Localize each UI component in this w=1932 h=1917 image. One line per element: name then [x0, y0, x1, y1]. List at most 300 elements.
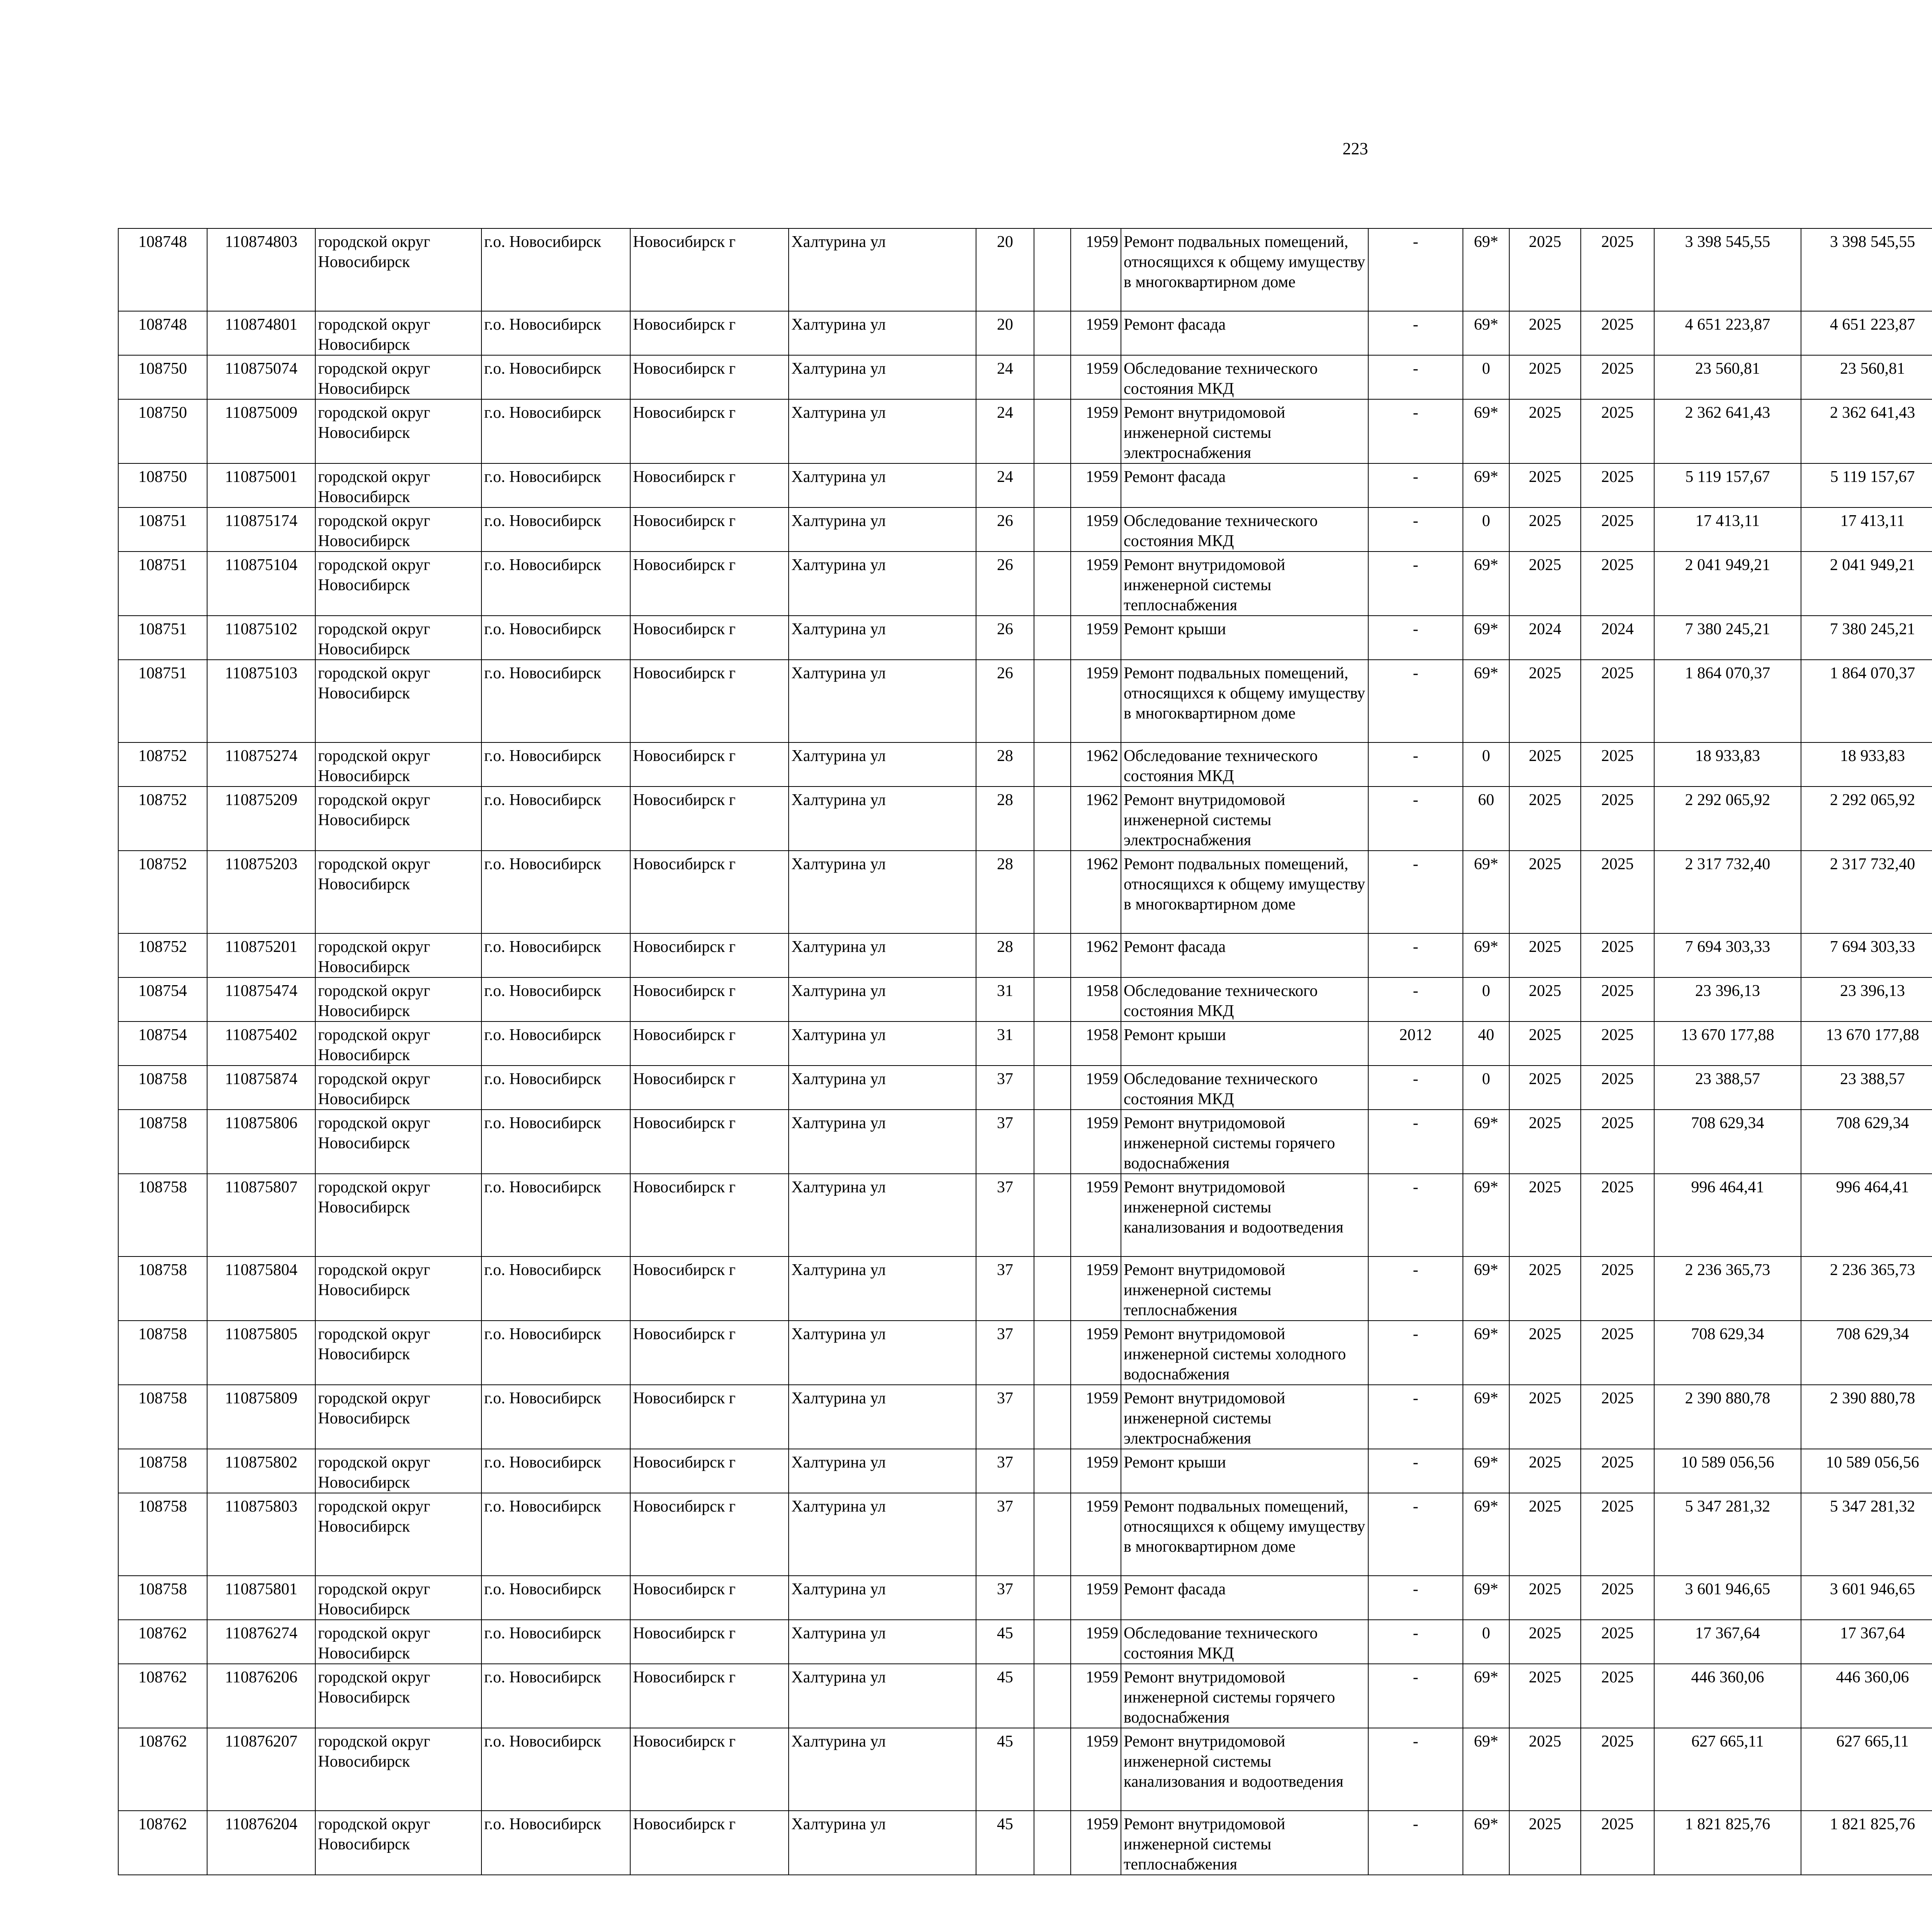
cell-year-start: 2025 [1509, 660, 1581, 742]
cell-house: 24 [976, 355, 1034, 399]
cell-building-id: 108751 [118, 660, 207, 742]
cell-settlement: Новосибирск г [630, 1493, 789, 1576]
cell-work-type: Ремонт подвальных помещений, относящихся к общему имуществу в многоквартирном доме [1121, 1493, 1368, 1576]
cell-cost-total: 2 390 880,78 [1654, 1385, 1801, 1449]
cell-work-id: 110875402 [207, 1021, 315, 1066]
table-row [118, 1449, 1932, 1493]
cell-cost-fund: 17 413,11 [1801, 507, 1932, 552]
cell-municipal-district: городской округ Новосибирск [315, 660, 481, 742]
cell-work-type: Ремонт фасада [1121, 463, 1368, 507]
cell-cost-fund: 10 589 056,56 [1801, 1449, 1932, 1493]
cell-cost-fund: 627 665,11 [1801, 1728, 1932, 1811]
table-row [118, 399, 1932, 463]
cell-settlement: Новосибирск г [630, 660, 789, 742]
cell-municipality: г.о. Новосибирск [481, 463, 630, 507]
cell-wear: 69* [1463, 1321, 1509, 1385]
cell-house: 26 [976, 552, 1034, 616]
cell-settlement: Новосибирск г [630, 977, 789, 1021]
cell-year-end: 2025 [1581, 552, 1654, 616]
cell-building-id: 108748 [118, 228, 207, 311]
cell-year-built: 1962 [1071, 933, 1121, 977]
cell-wear: 0 [1463, 1620, 1509, 1664]
cell-wear: 40 [1463, 1021, 1509, 1066]
cell-year-start: 2025 [1509, 933, 1581, 977]
cell-municipal-district: городской округ Новосибирск [315, 228, 481, 311]
cell-cost-fund: 23 388,57 [1801, 1066, 1932, 1110]
cell-year-built: 1959 [1071, 228, 1121, 311]
cell-cost-fund: 18 933,83 [1801, 742, 1932, 787]
cell-settlement: Новосибирск г [630, 1066, 789, 1110]
cell-wear: 69* [1463, 311, 1509, 355]
cell-municipality: г.о. Новосибирск [481, 851, 630, 933]
cell-municipal-district: городской округ Новосибирск [315, 1174, 481, 1256]
cell-last-repair-year: - [1368, 1385, 1463, 1449]
cell-settlement: Новосибирск г [630, 399, 789, 463]
cell-work-id: 110875474 [207, 977, 315, 1021]
cell-building-id: 108752 [118, 787, 207, 851]
cell-settlement: Новосибирск г [630, 1576, 789, 1620]
cell-municipal-district: городской округ Новосибирск [315, 851, 481, 933]
cell-building [1034, 1321, 1071, 1385]
cell-house: 45 [976, 1664, 1034, 1728]
cell-work-type: Ремонт фасада [1121, 1576, 1368, 1620]
cell-house: 37 [976, 1321, 1034, 1385]
cell-year-end: 2025 [1581, 1449, 1654, 1493]
cell-municipality: г.о. Новосибирск [481, 552, 630, 616]
cell-year-end: 2025 [1581, 660, 1654, 742]
cell-street: Халтурина ул [789, 1664, 976, 1728]
cell-municipal-district: городской округ Новосибирск [315, 1110, 481, 1174]
cell-last-repair-year: - [1368, 552, 1463, 616]
cell-building [1034, 355, 1071, 399]
cell-municipal-district: городской округ Новосибирск [315, 1321, 481, 1385]
cell-building [1034, 1256, 1071, 1321]
cell-wear: 0 [1463, 507, 1509, 552]
cell-building-id: 108750 [118, 463, 207, 507]
cell-cost-fund: 2 362 641,43 [1801, 399, 1932, 463]
cell-municipality: г.о. Новосибирск [481, 1620, 630, 1664]
cell-year-start: 2025 [1509, 1664, 1581, 1728]
cell-settlement: Новосибирск г [630, 1256, 789, 1321]
cell-cost-fund: 4 651 223,87 [1801, 311, 1932, 355]
cell-street: Халтурина ул [789, 1385, 976, 1449]
cell-work-type: Ремонт крыши [1121, 616, 1368, 660]
cell-house: 24 [976, 463, 1034, 507]
cell-work-type: Ремонт внутридомовой инженерной системы электроснабжения [1121, 787, 1368, 851]
cell-settlement: Новосибирск г [630, 552, 789, 616]
cell-settlement: Новосибирск г [630, 1321, 789, 1385]
cell-building [1034, 1576, 1071, 1620]
cell-work-type: Обследование технического состояния МКД [1121, 1620, 1368, 1664]
cell-year-end: 2025 [1581, 1664, 1654, 1728]
cell-municipality: г.о. Новосибирск [481, 355, 630, 399]
cell-street: Халтурина ул [789, 1110, 976, 1174]
cell-building [1034, 977, 1071, 1021]
cell-last-repair-year: - [1368, 1256, 1463, 1321]
cell-municipality: г.о. Новосибирск [481, 1493, 630, 1576]
cell-wear: 69* [1463, 1174, 1509, 1256]
cell-work-type: Ремонт внутридомовой инженерной системы теплоснабжения [1121, 552, 1368, 616]
cell-wear: 69* [1463, 1811, 1509, 1875]
cell-work-id: 110874803 [207, 228, 315, 311]
cell-cost-total: 3 398 545,55 [1654, 228, 1801, 311]
cell-municipal-district: городской округ Новосибирск [315, 742, 481, 787]
cell-work-id: 110875103 [207, 660, 315, 742]
cell-year-built: 1959 [1071, 1576, 1121, 1620]
cell-building [1034, 228, 1071, 311]
cell-cost-total: 1 821 825,76 [1654, 1811, 1801, 1875]
cell-street: Халтурина ул [789, 1449, 976, 1493]
cell-house: 45 [976, 1811, 1034, 1875]
cell-year-end: 2025 [1581, 1321, 1654, 1385]
cell-work-type: Обследование технического состояния МКД [1121, 1066, 1368, 1110]
cell-municipal-district: городской округ Новосибирск [315, 311, 481, 355]
cell-street: Халтурина ул [789, 1493, 976, 1576]
cell-municipality: г.о. Новосибирск [481, 787, 630, 851]
cell-last-repair-year: - [1368, 1174, 1463, 1256]
cell-last-repair-year: - [1368, 1066, 1463, 1110]
table-row [118, 660, 1932, 742]
cell-municipal-district: городской округ Новосибирск [315, 1811, 481, 1875]
cell-building [1034, 463, 1071, 507]
cell-wear: 69* [1463, 1664, 1509, 1728]
cell-work-id: 110875803 [207, 1493, 315, 1576]
cell-work-id: 110875805 [207, 1321, 315, 1385]
cell-municipality: г.о. Новосибирск [481, 1449, 630, 1493]
table-row [118, 616, 1932, 660]
cell-cost-fund: 2 292 065,92 [1801, 787, 1932, 851]
cell-wear: 69* [1463, 463, 1509, 507]
cell-work-type: Ремонт внутридомовой инженерной системы теплоснабжения [1121, 1256, 1368, 1321]
cell-building [1034, 311, 1071, 355]
cell-building [1034, 552, 1071, 616]
cell-building [1034, 787, 1071, 851]
table-row [118, 1664, 1932, 1728]
cell-work-type: Ремонт подвальных помещений, относящихся к общему имуществу в многоквартирном доме [1121, 228, 1368, 311]
cell-cost-total: 17 413,11 [1654, 507, 1801, 552]
cell-municipality: г.о. Новосибирск [481, 399, 630, 463]
cell-building [1034, 1385, 1071, 1449]
cell-settlement: Новосибирск г [630, 355, 789, 399]
cell-year-end: 2025 [1581, 1110, 1654, 1174]
cell-last-repair-year: - [1368, 787, 1463, 851]
cell-cost-total: 17 367,64 [1654, 1620, 1801, 1664]
cell-municipality: г.о. Новосибирск [481, 1728, 630, 1811]
cell-building [1034, 507, 1071, 552]
cell-municipal-district: городской округ Новосибирск [315, 1449, 481, 1493]
cell-last-repair-year: - [1368, 1576, 1463, 1620]
cell-municipality: г.о. Новосибирск [481, 742, 630, 787]
cell-year-start: 2025 [1509, 1493, 1581, 1576]
cell-street: Халтурина ул [789, 1620, 976, 1664]
cell-municipal-district: городской округ Новосибирск [315, 1664, 481, 1728]
cell-municipality: г.о. Новосибирск [481, 507, 630, 552]
cell-cost-total: 2 362 641,43 [1654, 399, 1801, 463]
cell-wear: 60 [1463, 787, 1509, 851]
cell-municipality: г.о. Новосибирск [481, 1066, 630, 1110]
cell-wear: 69* [1463, 228, 1509, 311]
cell-wear: 69* [1463, 1449, 1509, 1493]
cell-building-id: 108758 [118, 1066, 207, 1110]
cell-house: 24 [976, 399, 1034, 463]
cell-municipality: г.о. Новосибирск [481, 1321, 630, 1385]
cell-building-id: 108754 [118, 977, 207, 1021]
cell-building-id: 108762 [118, 1620, 207, 1664]
cell-municipal-district: городской округ Новосибирск [315, 399, 481, 463]
cell-cost-total: 7 380 245,21 [1654, 616, 1801, 660]
cell-municipality: г.о. Новосибирск [481, 1664, 630, 1728]
cell-settlement: Новосибирск г [630, 1110, 789, 1174]
cell-year-start: 2025 [1509, 1174, 1581, 1256]
cell-last-repair-year: - [1368, 1110, 1463, 1174]
cell-street: Халтурина ул [789, 1576, 976, 1620]
cell-work-type: Ремонт крыши [1121, 1021, 1368, 1066]
cell-wear: 69* [1463, 1576, 1509, 1620]
cell-building-id: 108751 [118, 507, 207, 552]
cell-work-id: 110875009 [207, 399, 315, 463]
cell-year-start: 2025 [1509, 1321, 1581, 1385]
cell-building-id: 108762 [118, 1664, 207, 1728]
cell-year-built: 1962 [1071, 787, 1121, 851]
cell-year-end: 2025 [1581, 1620, 1654, 1664]
cell-settlement: Новосибирск г [630, 1811, 789, 1875]
cell-last-repair-year: - [1368, 933, 1463, 977]
cell-last-repair-year: - [1368, 1811, 1463, 1875]
cell-house: 45 [976, 1620, 1034, 1664]
cell-street: Халтурина ул [789, 463, 976, 507]
cell-cost-total: 5 347 281,32 [1654, 1493, 1801, 1576]
cell-building-id: 108758 [118, 1321, 207, 1385]
cell-work-type: Обследование технического состояния МКД [1121, 507, 1368, 552]
cell-year-end: 2025 [1581, 1728, 1654, 1811]
cell-year-end: 2025 [1581, 1811, 1654, 1875]
cell-house: 26 [976, 507, 1034, 552]
cell-street: Халтурина ул [789, 977, 976, 1021]
cell-street: Халтурина ул [789, 1256, 976, 1321]
repair-program-table [118, 228, 1932, 1875]
cell-work-type: Ремонт фасада [1121, 933, 1368, 977]
cell-municipality: г.о. Новосибирск [481, 1385, 630, 1449]
cell-building [1034, 933, 1071, 977]
cell-wear: 69* [1463, 1256, 1509, 1321]
cell-cost-total: 7 694 303,33 [1654, 933, 1801, 977]
cell-house: 28 [976, 851, 1034, 933]
cell-work-id: 110875209 [207, 787, 315, 851]
cell-building-id: 108758 [118, 1449, 207, 1493]
cell-last-repair-year: - [1368, 1728, 1463, 1811]
cell-cost-total: 4 651 223,87 [1654, 311, 1801, 355]
cell-last-repair-year: - [1368, 660, 1463, 742]
cell-last-repair-year: - [1368, 1493, 1463, 1576]
cell-year-start: 2025 [1509, 787, 1581, 851]
cell-cost-fund: 23 396,13 [1801, 977, 1932, 1021]
cell-municipal-district: городской округ Новосибирск [315, 507, 481, 552]
cell-work-type: Ремонт крыши [1121, 1449, 1368, 1493]
cell-year-built: 1959 [1071, 1811, 1121, 1875]
cell-building-id: 108758 [118, 1576, 207, 1620]
cell-year-start: 2025 [1509, 977, 1581, 1021]
cell-municipality: г.о. Новосибирск [481, 1811, 630, 1875]
cell-cost-total: 2 292 065,92 [1654, 787, 1801, 851]
cell-settlement: Новосибирск г [630, 1021, 789, 1066]
cell-last-repair-year: - [1368, 977, 1463, 1021]
cell-work-id: 110876207 [207, 1728, 315, 1811]
cell-cost-fund: 708 629,34 [1801, 1321, 1932, 1385]
table-row [118, 977, 1932, 1021]
cell-municipal-district: городской округ Новосибирск [315, 933, 481, 977]
cell-last-repair-year: - [1368, 851, 1463, 933]
table-row [118, 355, 1932, 399]
cell-work-type: Ремонт фасада [1121, 311, 1368, 355]
cell-work-type: Ремонт внутридомовой инженерной системы горячего водоснабжения [1121, 1110, 1368, 1174]
cell-year-end: 2025 [1581, 355, 1654, 399]
table-row [118, 463, 1932, 507]
cell-house: 37 [976, 1576, 1034, 1620]
cell-year-start: 2025 [1509, 1576, 1581, 1620]
cell-year-end: 2025 [1581, 787, 1654, 851]
cell-year-built: 1959 [1071, 311, 1121, 355]
cell-building [1034, 660, 1071, 742]
cell-building-id: 108752 [118, 851, 207, 933]
cell-building-id: 108762 [118, 1728, 207, 1811]
cell-wear: 69* [1463, 1110, 1509, 1174]
cell-work-id: 110876204 [207, 1811, 315, 1875]
cell-work-id: 110875807 [207, 1174, 315, 1256]
cell-year-built: 1959 [1071, 1256, 1121, 1321]
cell-cost-total: 18 933,83 [1654, 742, 1801, 787]
cell-year-built: 1959 [1071, 1449, 1121, 1493]
cell-year-end: 2025 [1581, 1256, 1654, 1321]
cell-year-built: 1959 [1071, 463, 1121, 507]
cell-building [1034, 1174, 1071, 1256]
cell-street: Халтурина ул [789, 660, 976, 742]
cell-cost-total: 2 317 732,40 [1654, 851, 1801, 933]
cell-work-id: 110875174 [207, 507, 315, 552]
cell-cost-total: 446 360,06 [1654, 1664, 1801, 1728]
cell-year-end: 2025 [1581, 851, 1654, 933]
cell-year-start: 2025 [1509, 1256, 1581, 1321]
cell-cost-fund: 446 360,06 [1801, 1664, 1932, 1728]
cell-work-type: Ремонт внутридомовой инженерной системы электроснабжения [1121, 399, 1368, 463]
cell-municipality: г.о. Новосибирск [481, 1256, 630, 1321]
cell-cost-fund: 7 380 245,21 [1801, 616, 1932, 660]
cell-year-built: 1962 [1071, 851, 1121, 933]
cell-year-start: 2025 [1509, 1110, 1581, 1174]
cell-cost-fund: 2 317 732,40 [1801, 851, 1932, 933]
cell-year-start: 2025 [1509, 1811, 1581, 1875]
cell-municipal-district: городской округ Новосибирск [315, 1256, 481, 1321]
cell-settlement: Новосибирск г [630, 1174, 789, 1256]
cell-wear: 69* [1463, 552, 1509, 616]
cell-building-id: 108752 [118, 933, 207, 977]
cell-settlement: Новосибирск г [630, 933, 789, 977]
cell-building [1034, 1620, 1071, 1664]
cell-wear: 69* [1463, 1728, 1509, 1811]
cell-work-id: 110875806 [207, 1110, 315, 1174]
cell-year-end: 2024 [1581, 616, 1654, 660]
cell-cost-fund: 708 629,34 [1801, 1110, 1932, 1174]
cell-year-end: 2025 [1581, 228, 1654, 311]
cell-house: 28 [976, 933, 1034, 977]
cell-street: Халтурина ул [789, 552, 976, 616]
cell-building [1034, 742, 1071, 787]
cell-wear: 0 [1463, 1066, 1509, 1110]
cell-year-start: 2024 [1509, 616, 1581, 660]
cell-year-start: 2025 [1509, 1728, 1581, 1811]
cell-street: Халтурина ул [789, 1321, 976, 1385]
cell-year-built: 1959 [1071, 616, 1121, 660]
cell-house: 37 [976, 1385, 1034, 1449]
cell-wear: 69* [1463, 1385, 1509, 1449]
cell-year-built: 1958 [1071, 977, 1121, 1021]
cell-year-end: 2025 [1581, 311, 1654, 355]
table-row [118, 1385, 1932, 1449]
cell-house: 28 [976, 742, 1034, 787]
table-row [118, 1576, 1932, 1620]
cell-work-type: Ремонт внутридомовой инженерной системы канализования и водоотведения [1121, 1174, 1368, 1256]
cell-wear: 0 [1463, 977, 1509, 1021]
cell-year-end: 2025 [1581, 933, 1654, 977]
cell-cost-fund: 1 864 070,37 [1801, 660, 1932, 742]
cell-building [1034, 1811, 1071, 1875]
cell-work-type: Ремонт внутридомовой инженерной системы холодного водоснабжения [1121, 1321, 1368, 1385]
cell-cost-fund: 1 821 825,76 [1801, 1811, 1932, 1875]
cell-cost-fund: 23 560,81 [1801, 355, 1932, 399]
cell-building-id: 108750 [118, 399, 207, 463]
cell-wear: 0 [1463, 742, 1509, 787]
cell-last-repair-year: 2012 [1368, 1021, 1463, 1066]
cell-street: Халтурина ул [789, 311, 976, 355]
cell-cost-fund: 13 670 177,88 [1801, 1021, 1932, 1066]
cell-year-start: 2025 [1509, 399, 1581, 463]
cell-year-start: 2025 [1509, 228, 1581, 311]
cell-municipal-district: городской округ Новосибирск [315, 1620, 481, 1664]
cell-year-start: 2025 [1509, 1066, 1581, 1110]
cell-last-repair-year: - [1368, 616, 1463, 660]
cell-cost-fund: 5 119 157,67 [1801, 463, 1932, 507]
cell-work-id: 110875809 [207, 1385, 315, 1449]
cell-year-built: 1959 [1071, 552, 1121, 616]
cell-wear: 69* [1463, 660, 1509, 742]
cell-cost-fund: 2 390 880,78 [1801, 1385, 1932, 1449]
cell-municipal-district: городской округ Новосибирск [315, 355, 481, 399]
cell-municipal-district: городской округ Новосибирск [315, 1021, 481, 1066]
cell-work-id: 110875274 [207, 742, 315, 787]
cell-building [1034, 1066, 1071, 1110]
cell-building [1034, 1728, 1071, 1811]
cell-year-end: 2025 [1581, 977, 1654, 1021]
cell-year-end: 2025 [1581, 1385, 1654, 1449]
cell-cost-total: 996 464,41 [1654, 1174, 1801, 1256]
cell-cost-total: 2 236 365,73 [1654, 1256, 1801, 1321]
cell-settlement: Новосибирск г [630, 1728, 789, 1811]
cell-settlement: Новосибирск г [630, 851, 789, 933]
cell-year-start: 2025 [1509, 355, 1581, 399]
cell-last-repair-year: - [1368, 1620, 1463, 1664]
cell-building [1034, 616, 1071, 660]
cell-work-id: 110875001 [207, 463, 315, 507]
cell-work-id: 110876206 [207, 1664, 315, 1728]
cell-municipal-district: городской округ Новосибирск [315, 463, 481, 507]
cell-house: 20 [976, 311, 1034, 355]
cell-last-repair-year: - [1368, 311, 1463, 355]
table-row [118, 851, 1932, 933]
cell-last-repair-year: - [1368, 355, 1463, 399]
cell-street: Халтурина ул [789, 1811, 976, 1875]
cell-work-type: Обследование технического состояния МКД [1121, 742, 1368, 787]
cell-municipal-district: городской округ Новосибирск [315, 977, 481, 1021]
cell-settlement: Новосибирск г [630, 507, 789, 552]
